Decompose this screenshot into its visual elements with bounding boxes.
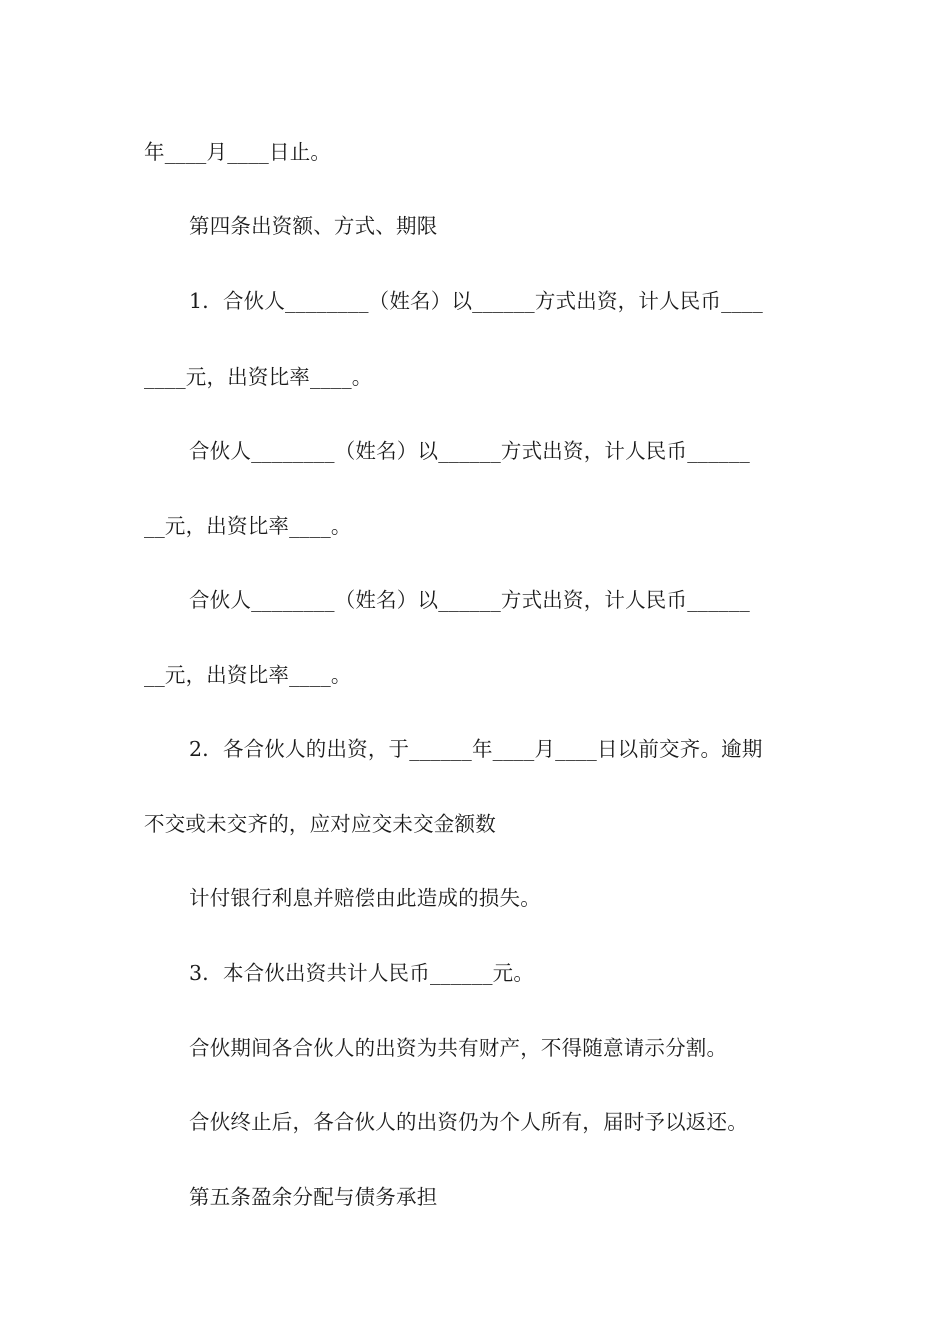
- section-heading-article-5: 第五条盈余分配与债务承担: [189, 1185, 438, 1209]
- text-line: 合伙人________（姓名）以______方式出资，计人民币______: [189, 439, 750, 463]
- text-line: 合伙终止后，各合伙人的出资仍为个人所有，届时予以返还。: [189, 1110, 748, 1134]
- text-line: 合伙期间各合伙人的出资为共有财产，不得随意请示分割。: [189, 1036, 728, 1060]
- text-line: __元，出资比率____。: [144, 663, 352, 687]
- text-line: __元，出资比率____。: [144, 514, 352, 538]
- text-line: 计付银行利息并赔偿由此造成的损失。: [189, 886, 541, 910]
- text-line: 不交或未交齐的，应对应交未交金额数: [144, 812, 496, 836]
- section-heading-article-4: 第四条出资额、方式、期限: [189, 214, 438, 238]
- text-line: 合伙人________（姓名）以______方式出资，计人民币______: [189, 588, 750, 612]
- text-line: ____元，出资比率____。: [144, 365, 373, 389]
- text-line: 2．各合伙人的出资，于______年____月____日以前交齐。逾期: [189, 737, 763, 761]
- text-line: 年____月____日止。: [144, 140, 332, 164]
- text-line: 1．合伙人________（姓名）以______方式出资，计人民币____: [189, 289, 763, 313]
- text-line: 3．本合伙出资共计人民币______元。: [189, 961, 535, 985]
